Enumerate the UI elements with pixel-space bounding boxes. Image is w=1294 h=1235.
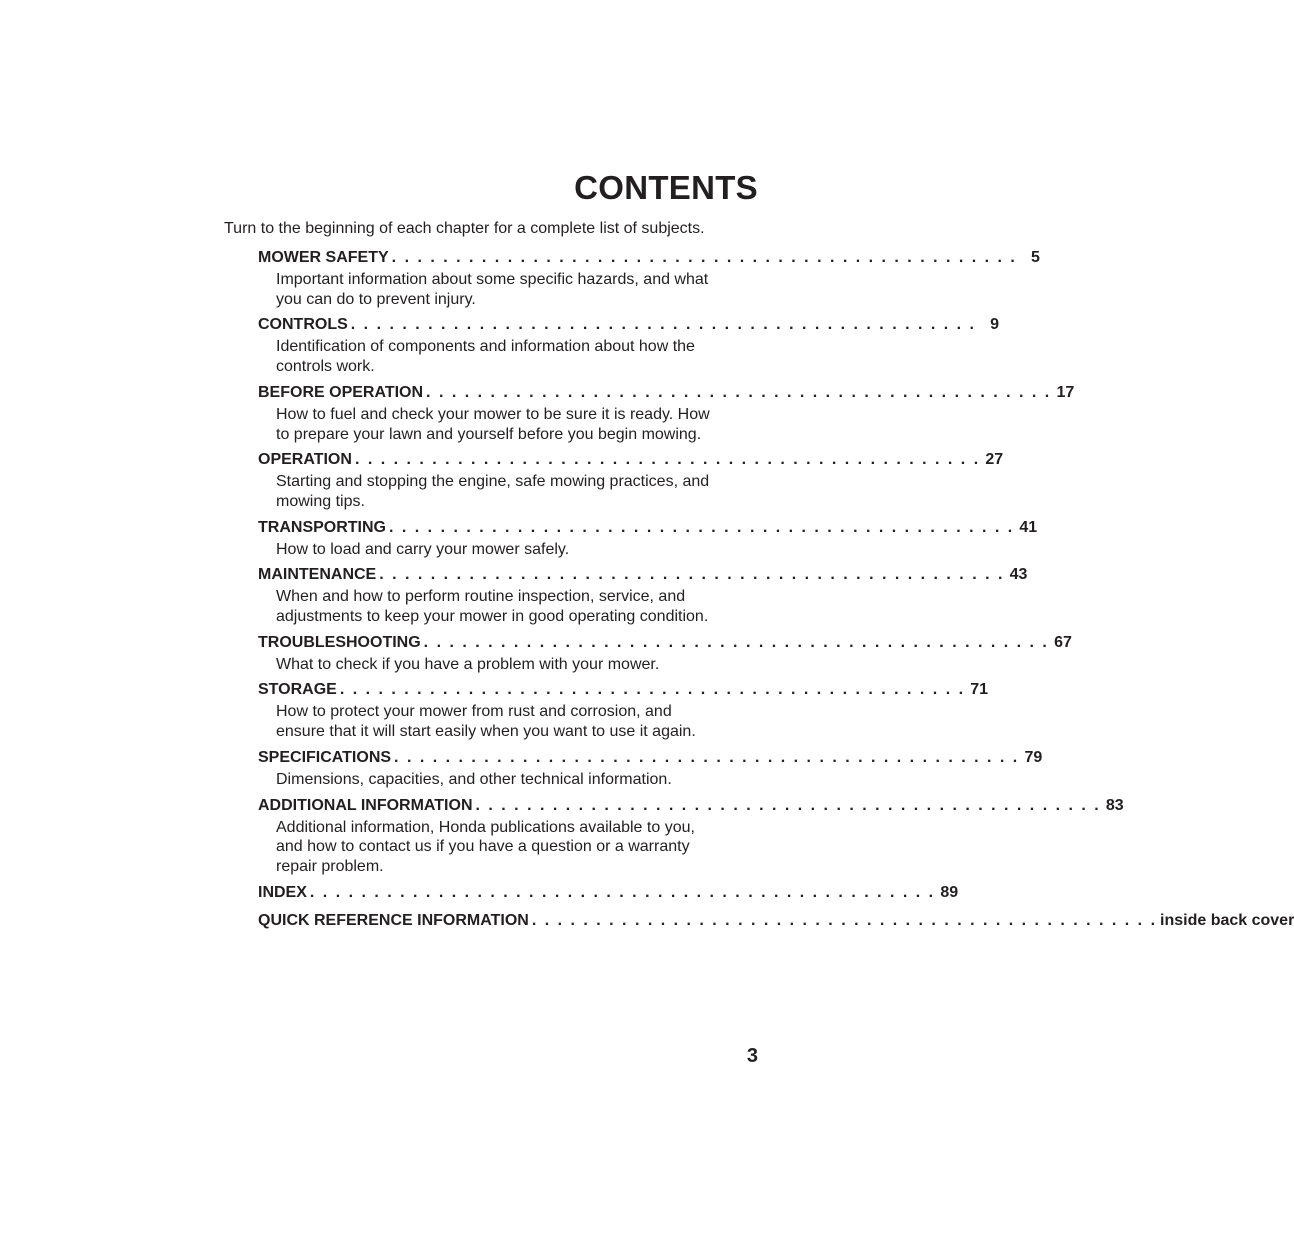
dot-leader: . . . . . . . . . . . . . . . . . . . . . . . . . . . . . . . . . . . . . . . . . . . . . . . . .	[423, 633, 1049, 651]
toc-page[interactable]: 41	[1019, 518, 1038, 536]
toc-description: How to fuel and check your mower to be sure it is ready. How to prepare your lawn and yourself before you begin mowing.	[276, 405, 710, 443]
dot-leader: . . . . . . . . . . . . . . . . . . . . . . . . . . . . . . . . . . . . . . . . . . . . . . . . .	[379, 566, 1005, 584]
toc-entry-index[interactable]	[258, 881, 959, 905]
dot-leader: . . . . . . . . . . . . . . . . . . . . . . . . . . . . . . . . . . . . . . . . . . . . . . . . .	[389, 518, 1015, 536]
toc-label[interactable]: MAINTENANCE	[258, 566, 377, 584]
dot-leader: . . . . . . . . . . . . . . . . . . . . . . . . . . . . . . . . . . . . . . . . . . . . . . . . .	[394, 748, 1020, 766]
toc-description: Starting and stopping the engine, safe mowing practices, and mowing tips.	[276, 473, 710, 510]
page-number: 3	[746, 1045, 758, 1067]
dot-leader: . . . . . . . . . . . . . . . . . . . . . . . . . . . . . . . . . . . . . . . . . . . . . . . . .	[426, 383, 1052, 401]
toc-page[interactable]: 9	[990, 316, 999, 334]
dot-leader: . . . . . . . . . . . . . . . . . . . . . . . . . . . . . . . . . . . . . . . . . . . . . . . . .	[475, 796, 1101, 814]
toc-entry-operation[interactable]	[258, 448, 1004, 511]
toc-description: When and how to perform routine inspection, service, and adjustments to keep your mower in good operating condition.	[276, 588, 709, 626]
dot-leader: . . . . . . . . . . . . . . . . . . . . . . . . . . . . . . . . . . . . . . . . . . . . . . . . .	[391, 249, 1017, 266]
toc-description: Dimensions, capacities, and other technical information.	[276, 770, 672, 788]
dot-leader: . . . . . . . . . . . . . . . . . . . . . . . . . . . . . . . . . . . . . . . . . . . . . . . . .	[339, 681, 966, 699]
dot-leader: . . . . . . . . . . . . . . . . . . . . . . . . . . . . . . . . . . . . . . . . . . . . . . . . .	[350, 316, 976, 334]
toc-description: Identification of components and information about how the controls work.	[276, 338, 695, 376]
dot-leader: . . . . . . . . . . . . . . . . . . . . . . . . . . . . . . . . . . . . . . . . . . . . . . . . .	[531, 911, 1158, 929]
toc-label[interactable]: QUICK REFERENCE INFORMATION	[258, 911, 529, 929]
toc-entry-specifications[interactable]	[258, 746, 1043, 790]
toc-entry-storage[interactable]	[258, 678, 989, 741]
toc-entry-maintenance[interactable]	[258, 563, 1028, 626]
toc-label[interactable]: CONTROLS	[258, 316, 348, 334]
toc-page[interactable]: 83	[1105, 796, 1124, 814]
page-title: CONTENTS	[574, 169, 758, 206]
toc-label[interactable]: TRANSPORTING	[258, 518, 386, 536]
toc-page[interactable]: 71	[970, 681, 989, 699]
toc-label[interactable]: SPECIFICATIONS	[258, 748, 392, 766]
intro-text: Turn to the beginning of each chapter for a complete list of subjects.	[224, 220, 705, 237]
toc-entry-quick-reference[interactable]	[258, 909, 1294, 933]
toc-description: Additional information, Honda publications available to you, and how to contact us if you have a question or a warranty repair problem.	[276, 818, 695, 875]
toc-label[interactable]: STORAGE	[258, 681, 337, 699]
toc-label[interactable]: BEFORE OPERATION	[258, 383, 424, 401]
toc-entry-mower-safety[interactable]	[258, 246, 1040, 309]
toc-page[interactable]: inside back cover	[1160, 911, 1294, 929]
toc-label[interactable]: MOWER SAFETY	[258, 249, 389, 266]
toc-label[interactable]: ADDITIONAL INFORMATION	[258, 796, 473, 814]
toc-entry-troubleshooting[interactable]	[258, 631, 1072, 675]
dot-leader: . . . . . . . . . . . . . . . . . . . . . . . . . . . . . . . . . . . . . . . . . . . . . . . . .	[309, 883, 936, 901]
toc-page[interactable]: 5	[1030, 249, 1040, 266]
dot-leader: . . . . . . . . . . . . . . . . . . . . . . . . . . . . . . . . . . . . . . . . . . . . . . . . .	[354, 451, 981, 469]
toc-entry-controls[interactable]	[258, 313, 999, 376]
toc-entry-before-operation[interactable]	[258, 381, 1075, 444]
toc-label[interactable]: INDEX	[258, 883, 307, 901]
toc-entry-transporting[interactable]	[258, 516, 1038, 560]
table-of-contents	[258, 246, 1294, 937]
toc-description: How to load and carry your mower safely.	[276, 540, 570, 558]
toc-description: What to check if you have a problem with your mower.	[276, 655, 660, 673]
toc-description: Important information about some specific hazards, and what you can do to prevent injury.	[276, 271, 709, 308]
toc-page[interactable]: 67	[1054, 633, 1072, 651]
toc-label[interactable]: TROUBLESHOOTING	[258, 633, 421, 651]
toc-page[interactable]: 17	[1056, 383, 1075, 401]
toc-label[interactable]: OPERATION	[258, 451, 352, 469]
toc-page[interactable]: 27	[985, 451, 1004, 469]
toc-page[interactable]: 89	[940, 883, 959, 901]
toc-description: How to protect your mower from rust and corrosion, and ensure that it will start easily when you want to use it again.	[276, 703, 696, 741]
toc-page[interactable]: 79	[1024, 748, 1043, 766]
toc-entry-additional-information[interactable]	[258, 794, 1124, 877]
toc-page[interactable]: 43	[1009, 566, 1028, 584]
